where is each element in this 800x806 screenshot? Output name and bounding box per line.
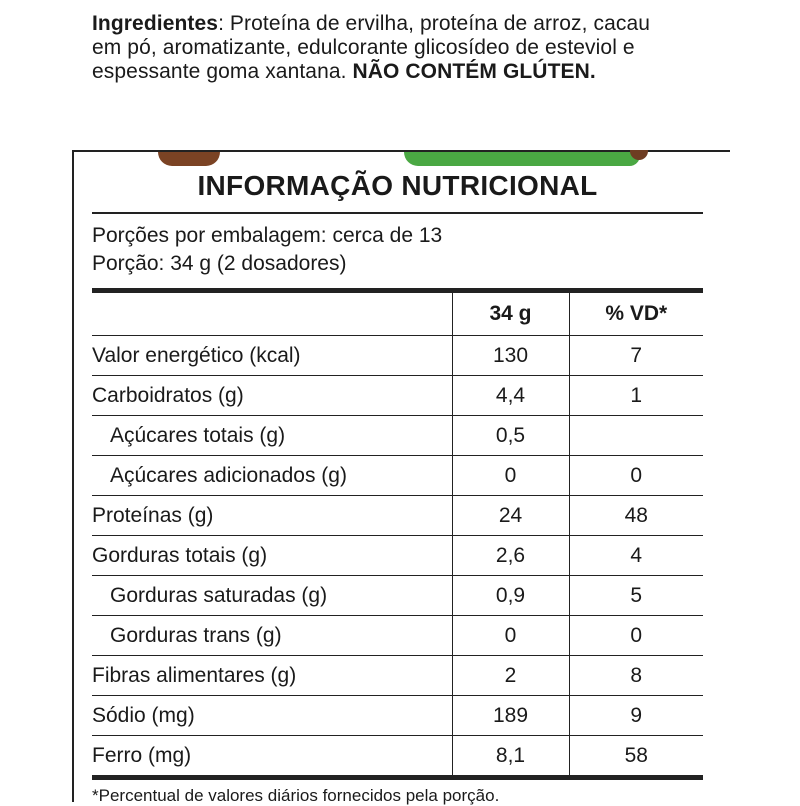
nutrient-name: Fibras alimentares (g) — [92, 656, 452, 696]
nutrient-name: Sódio (mg) — [92, 696, 452, 736]
nutrition-facts-panel — [92, 170, 703, 806]
nutrient-dv: 8 — [569, 656, 703, 696]
table-row — [92, 376, 703, 416]
nutrient-dv: 5 — [569, 576, 703, 616]
ingredients-text — [92, 12, 682, 84]
nutrient-name: Valor energético (kcal) — [92, 336, 452, 376]
table-row — [92, 456, 703, 496]
header-amount: 34 g — [452, 291, 569, 336]
table-row — [92, 336, 703, 376]
nutrient-amount: 130 — [452, 336, 569, 376]
table-row — [92, 696, 703, 736]
nutrient-amount: 8,1 — [452, 736, 569, 778]
nutrition-title: INFORMAÇÃO NUTRICIONAL — [92, 170, 703, 214]
nutrient-amount: 2 — [452, 656, 569, 696]
servings-info — [92, 214, 703, 288]
table-header-row — [92, 291, 703, 336]
header-name — [92, 291, 452, 336]
nutrient-name: Carboidratos (g) — [92, 376, 452, 416]
nutrient-dv: 1 — [569, 376, 703, 416]
table-row — [92, 616, 703, 656]
table-row — [92, 496, 703, 536]
nutrient-amount: 0 — [452, 616, 569, 656]
nutrient-dv: 0 — [569, 456, 703, 496]
gluten-warning: NÃO CONTÉM GLÚTEN. — [352, 60, 596, 83]
nutrient-dv — [569, 416, 703, 456]
nutrient-dv: 58 — [569, 736, 703, 778]
packaging-brown-shape — [158, 152, 220, 166]
table-row — [92, 416, 703, 456]
table-row — [92, 576, 703, 616]
serving-size: Porção: 34 g (2 dosadores) — [92, 252, 347, 275]
servings-per-package: Porções por embalagem: cerca de 13 — [92, 224, 443, 247]
nutrient-name: Proteínas (g) — [92, 496, 452, 536]
nutrient-dv: 9 — [569, 696, 703, 736]
nutrient-dv: 0 — [569, 616, 703, 656]
table-row — [92, 656, 703, 696]
nutrient-name: Açúcares totais (g) — [92, 416, 452, 456]
nutrient-amount: 4,4 — [452, 376, 569, 416]
table-row — [92, 536, 703, 576]
nutrient-dv: 4 — [569, 536, 703, 576]
nutrient-name: Ferro (mg) — [92, 736, 452, 778]
nutrient-amount: 0 — [452, 456, 569, 496]
nutrient-name: Açúcares adicionados (g) — [92, 456, 452, 496]
nutrient-dv: 7 — [569, 336, 703, 376]
packaging-green-shape — [404, 152, 640, 166]
header-dv: % VD* — [569, 291, 703, 336]
nutrition-table — [92, 288, 703, 780]
nutrient-amount: 24 — [452, 496, 569, 536]
nutrient-amount: 189 — [452, 696, 569, 736]
footnote: *Percentual de valores diários fornecidos pela porção. — [92, 786, 500, 805]
nutrient-dv: 48 — [569, 496, 703, 536]
table-row — [92, 736, 703, 778]
nutrient-name: Gorduras trans (g) — [92, 616, 452, 656]
nutrient-name: Gorduras saturadas (g) — [92, 576, 452, 616]
ingredients-list: : Proteína de ervilha, proteína de arroz, cacau em pó, aromatizante, edulcorante glicosídeo de esteviol e espessante goma xantana. — [92, 12, 651, 83]
nutrient-amount: 0,9 — [452, 576, 569, 616]
ingredients-heading: Ingredientes — [92, 12, 219, 35]
nutrient-amount: 2,6 — [452, 536, 569, 576]
nutrient-name: Gorduras totais (g) — [92, 536, 452, 576]
nutrient-amount: 0,5 — [452, 416, 569, 456]
